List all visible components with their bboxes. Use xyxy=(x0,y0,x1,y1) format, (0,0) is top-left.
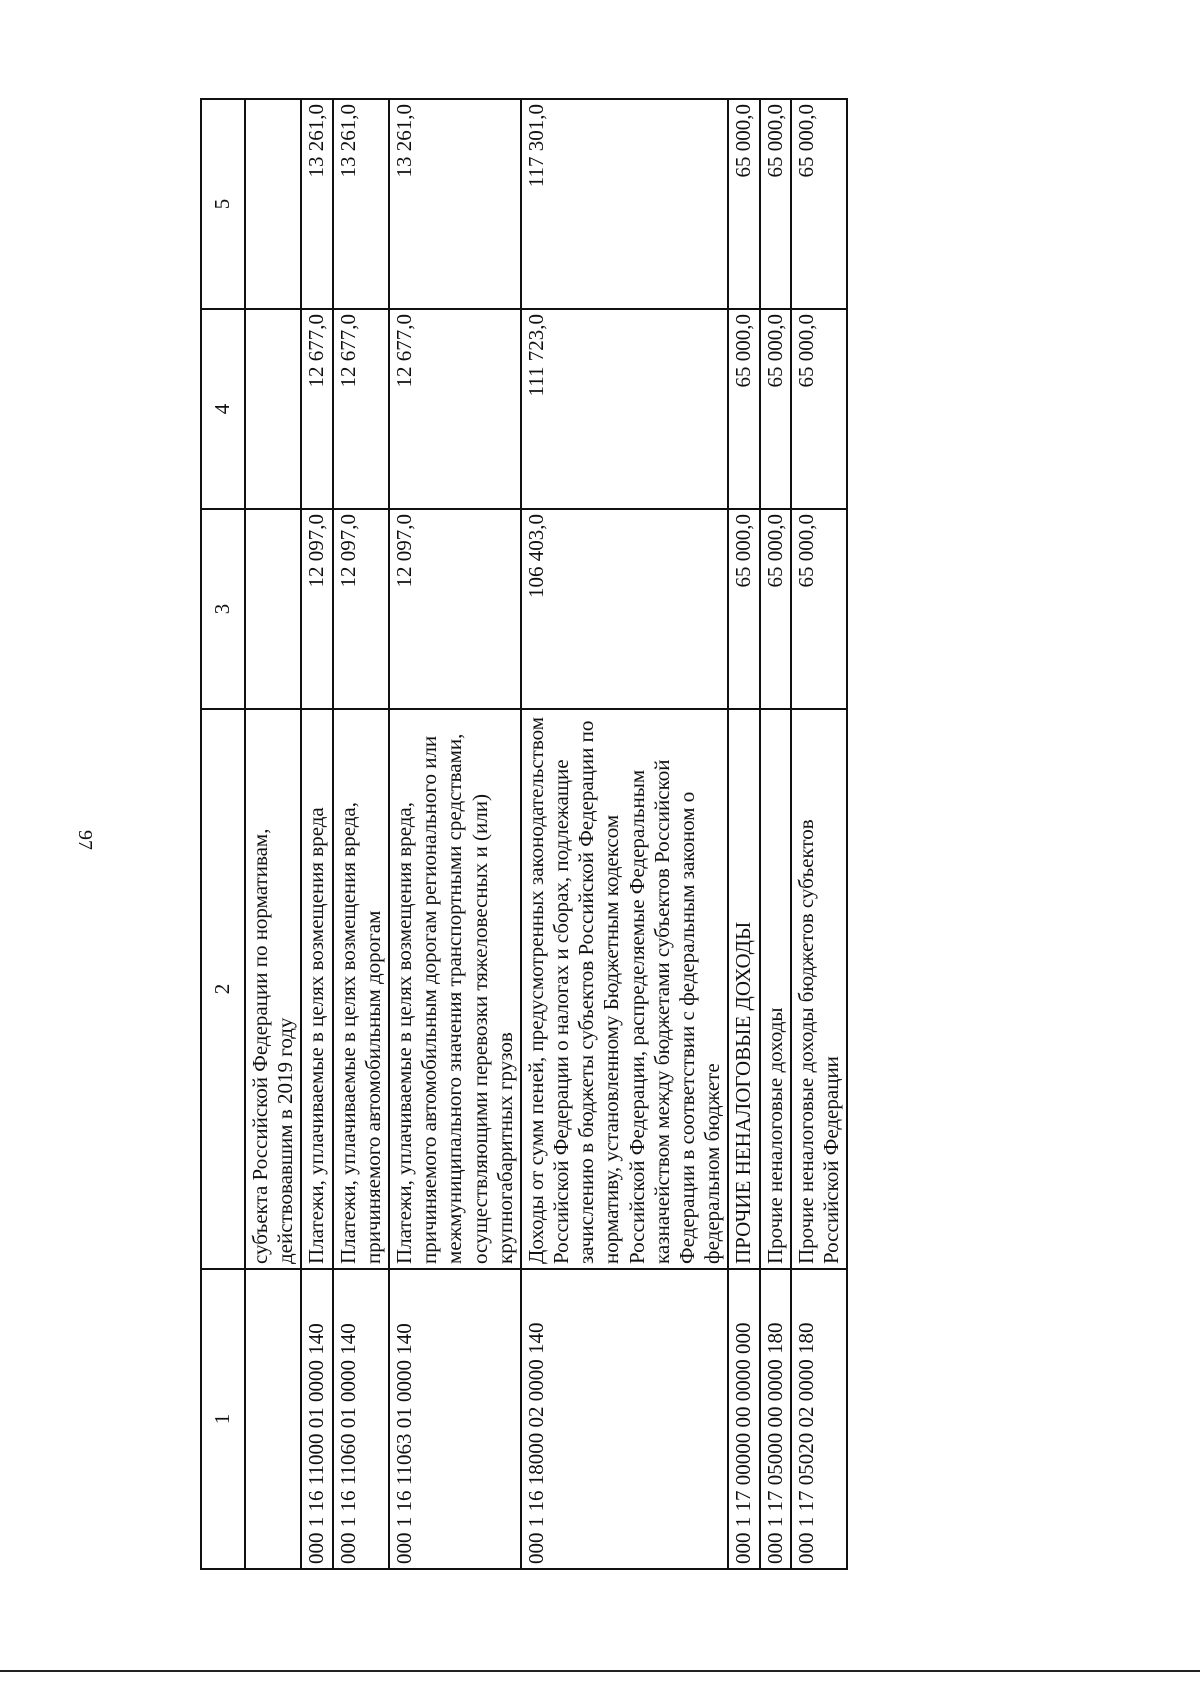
budget-code-cell: 000 1 17 05020 02 0000 180 xyxy=(791,1269,847,1569)
budget-revenue-table xyxy=(200,98,848,1570)
revenue-name-cell: Платежи, уплачиваемые в целях возмещения вреда xyxy=(301,709,332,1269)
table-row xyxy=(760,99,791,1569)
table-row xyxy=(791,99,847,1569)
value-cell: 117 301,0 xyxy=(521,99,729,309)
value-cell: 13 261,0 xyxy=(333,99,389,309)
table-row xyxy=(521,99,729,1569)
budget-code-cell: 000 1 16 11000 01 0000 140 xyxy=(301,1269,332,1569)
column-header: 1 xyxy=(201,1269,245,1569)
revenue-name-cell: Платежи, уплачиваемые в целях возмещения вреда, причиняемого автомобильным дорогам регионального или межмуниципального значения транспортными средствами, осуществляющими перевозки тяжеловесных и (или) крупногабаритных грузов xyxy=(389,709,521,1269)
value-cell: 12 097,0 xyxy=(333,509,389,709)
budget-code-cell: 000 1 16 18000 02 0000 140 xyxy=(521,1269,729,1569)
budget-code-cell: 000 1 16 11063 01 0000 140 xyxy=(389,1269,521,1569)
table-row xyxy=(728,99,759,1569)
value-cell: 65 000,0 xyxy=(728,309,759,509)
table-header-row xyxy=(201,99,245,1569)
column-header: 3 xyxy=(201,509,245,709)
value-cell: 65 000,0 xyxy=(728,99,759,309)
revenue-name-cell: Прочие неналоговые доходы xyxy=(760,709,791,1269)
revenue-name-cell: субъекта Российской Федерации по нормативам, действовавшим в 2019 году xyxy=(245,709,301,1269)
revenue-name-cell: Прочие неналоговые доходы бюджетов субъектов Российской Федерации xyxy=(791,709,847,1269)
value-cell xyxy=(245,99,301,309)
budget-code-cell xyxy=(245,1269,301,1569)
value-cell: 12 677,0 xyxy=(333,309,389,509)
page-number: 97 xyxy=(74,830,96,850)
budget-code-cell: 000 1 17 05000 00 0000 180 xyxy=(760,1269,791,1569)
value-cell: 111 723,0 xyxy=(521,309,729,509)
value-cell: 12 097,0 xyxy=(301,509,332,709)
table-row xyxy=(333,99,389,1569)
value-cell: 65 000,0 xyxy=(760,509,791,709)
column-header: 2 xyxy=(201,709,245,1269)
value-cell: 106 403,0 xyxy=(521,509,729,709)
value-cell: 13 261,0 xyxy=(389,99,521,309)
budget-code-cell: 000 1 16 11060 01 0000 140 xyxy=(333,1269,389,1569)
table-row xyxy=(301,99,332,1569)
revenue-name-cell: Платежи, уплачиваемые в целях возмещения вреда, причиняемого автомобильным дорогам xyxy=(333,709,389,1269)
value-cell: 12 097,0 xyxy=(389,509,521,709)
value-cell xyxy=(245,509,301,709)
value-cell: 65 000,0 xyxy=(760,309,791,509)
value-cell: 65 000,0 xyxy=(760,99,791,309)
value-cell: 12 677,0 xyxy=(301,309,332,509)
value-cell: 65 000,0 xyxy=(728,509,759,709)
column-header: 4 xyxy=(201,309,245,509)
page-edge-line xyxy=(0,1670,1200,1672)
value-cell: 12 677,0 xyxy=(389,309,521,509)
value-cell: 13 261,0 xyxy=(301,99,332,309)
budget-code-cell: 000 1 17 00000 00 0000 000 xyxy=(728,1269,759,1569)
budget-table-container xyxy=(200,100,848,1570)
value-cell: 65 000,0 xyxy=(791,509,847,709)
revenue-name-cell: ПРОЧИЕ НЕНАЛОГОВЫЕ ДОХОДЫ xyxy=(728,709,759,1269)
value-cell: 65 000,0 xyxy=(791,309,847,509)
table-row xyxy=(245,99,301,1569)
table-row xyxy=(389,99,521,1569)
revenue-name-cell: Доходы от сумм пеней, предусмотренных законодательством Российской Федерации о налогах и сборах, подлежащие зачислению в бюджеты субъектов Российской Федерации по нормативу, установленному Бюджетным кодексом Российской Федерации, распределяемые Федеральным казначейством между бюджетами субъектов Российской Федерации в соответствии с федеральным законом о федеральном бюджете xyxy=(521,709,729,1269)
column-header: 5 xyxy=(201,99,245,309)
value-cell: 65 000,0 xyxy=(791,99,847,309)
value-cell xyxy=(245,309,301,509)
